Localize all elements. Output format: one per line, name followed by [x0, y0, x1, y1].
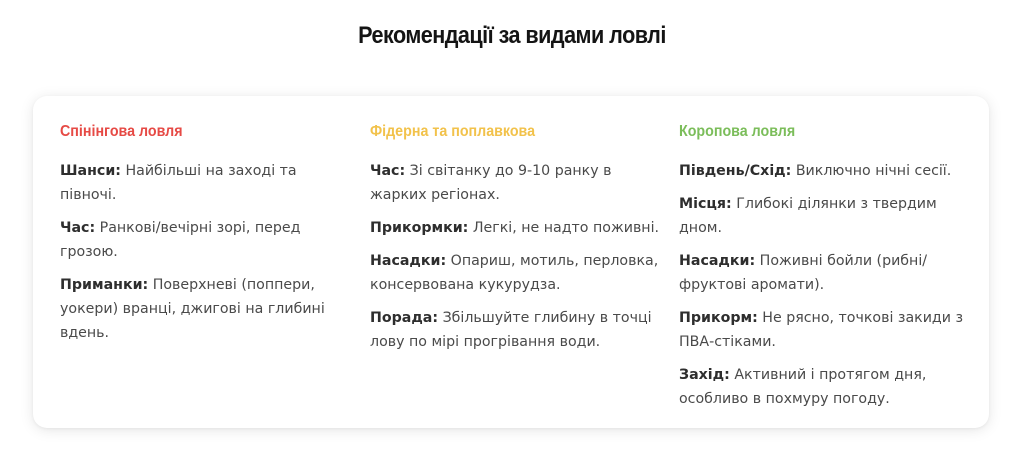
list-item: [60, 216, 350, 264]
list-item: [679, 249, 969, 297]
item-text: Виключно нічні сесії.: [795, 163, 952, 179]
item-label: Південь/Схід:: [679, 163, 792, 179]
item-text: Не рясно, точкові закиди з ПВА-стіками.: [679, 310, 964, 350]
list-item: [370, 306, 660, 354]
item-label: Прикорм:: [679, 310, 758, 326]
page-title: Рекомендації за видами ловлі: [358, 22, 666, 49]
item-label: Час:: [370, 163, 406, 179]
list-item: [60, 273, 350, 345]
item-text: Поживні бойли (рибні/фруктові аромати).: [679, 253, 928, 293]
item-label: Приманки:: [60, 277, 149, 293]
item-text: Опариш, мотиль, перловка, консервована кукурудза.: [370, 253, 659, 293]
item-text: Найбільші на заході та півночі.: [60, 163, 297, 203]
item-label: Шанси:: [60, 163, 121, 179]
list-item: [370, 249, 660, 297]
item-label: Прикормки:: [370, 220, 469, 236]
list-item: [370, 159, 660, 207]
item-label: Насадки:: [679, 253, 756, 269]
list-item: [60, 159, 350, 207]
column-spinning: [60, 123, 350, 354]
item-text: Збільшуйте глибину в точці лову по мірі прогрівання води.: [370, 310, 652, 350]
item-label: Захід:: [679, 367, 730, 383]
item-label: Насадки:: [370, 253, 447, 269]
column-heading-feeder: Фідерна та поплавкова: [370, 123, 536, 140]
item-text: Глибокі ділянки з твердим дном.: [679, 196, 937, 236]
item-text: Активний і протягом дня, особливо в похмуру погоду.: [679, 367, 927, 407]
item-text: Зі світанку до 9-10 ранку в жарких регіонах.: [370, 163, 612, 203]
list-item: [679, 363, 969, 411]
column-heading-spinning: Спінінгова ловля: [60, 123, 183, 140]
list-item: [679, 159, 969, 183]
item-label: Час:: [60, 220, 96, 236]
list-item: [679, 306, 969, 354]
item-label: Порада:: [370, 310, 439, 326]
column-feeder: [370, 123, 660, 363]
list-item: [370, 216, 660, 240]
recommendations-card: [33, 96, 989, 428]
item-label: Місця:: [679, 196, 732, 212]
item-text: Легкі, не надто поживні.: [472, 220, 660, 236]
column-heading-carp: Коропова ловля: [679, 123, 796, 140]
list-item: [679, 192, 969, 240]
column-carp: [679, 123, 969, 420]
item-text: Поверхневі (поппери, уокери) вранці, джигові на глибині вдень.: [60, 277, 325, 341]
item-text: Ранкові/вечірні зорі, перед грозою.: [60, 220, 301, 260]
